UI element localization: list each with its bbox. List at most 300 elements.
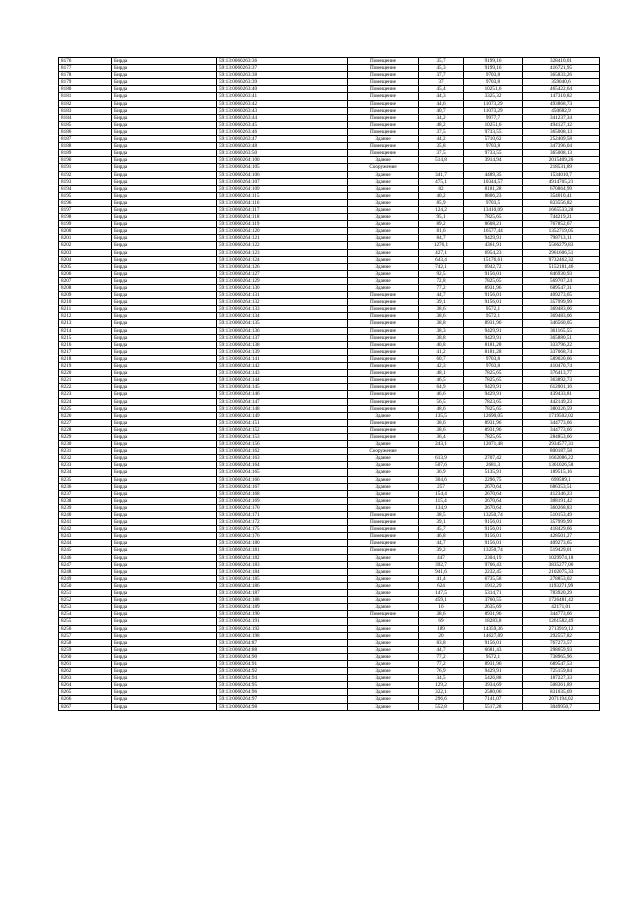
settlement-cell: Бирда	[112, 348, 217, 355]
cadastral-value-cell: 1352719,05	[523, 228, 600, 235]
object-type-cell: Здание	[348, 639, 419, 646]
cadastral-number-cell: 59:13:0060264:171	[217, 512, 348, 519]
object-type-cell: Помещение	[348, 100, 419, 107]
settlement-cell: Бирда	[112, 519, 217, 526]
area-cell: 37,5	[419, 128, 464, 135]
cadastral-value-cell: 2102075,33	[523, 568, 600, 575]
unit-value-cell: 6735,58	[464, 575, 523, 582]
cadastral-number-cell: 59:13:0060264:198	[217, 632, 348, 639]
settlement-cell: Бирда	[112, 221, 217, 228]
area-cell: 45,7	[419, 526, 464, 533]
unit-value-cell: 7825,65	[464, 214, 523, 221]
row-number-cell: 8202	[59, 242, 112, 249]
row-number-cell: 8235	[59, 476, 112, 483]
table-row	[59, 86, 600, 93]
settlement-cell: Бирда	[112, 143, 217, 150]
area-cell: 69	[419, 618, 464, 625]
object-type-cell: Помещение	[348, 370, 419, 377]
settlement-cell: Бирда	[112, 611, 217, 618]
cadastral-value-cell: 361165,55	[523, 327, 600, 334]
area-cell: 38,6	[419, 611, 464, 618]
settlement-cell: Бирда	[112, 675, 217, 682]
table-row	[59, 554, 600, 561]
area-cell: 38,8	[419, 320, 464, 327]
row-number-cell: 8261	[59, 660, 112, 667]
settlement-cell: Бирда	[112, 625, 217, 632]
settlement-cell: Бирда	[112, 504, 217, 511]
table-row	[59, 660, 600, 667]
cadastral-number-cell: 59:13:0060264:144	[217, 377, 348, 384]
settlement-cell: Бирда	[112, 419, 217, 426]
row-number-cell: 8186	[59, 128, 112, 135]
table-row	[59, 582, 600, 589]
settlement-cell: Бирда	[112, 377, 217, 384]
row-number-cell: 8231	[59, 448, 112, 455]
row-number-cell: 8254	[59, 611, 112, 618]
object-type-cell: Помещение	[348, 526, 419, 533]
row-number-cell: 8249	[59, 575, 112, 582]
settlement-cell: Бирда	[112, 164, 217, 171]
cadastral-value-cell: 410470,74	[523, 363, 600, 370]
object-type-cell: Помещение	[348, 547, 419, 554]
object-type-cell: Помещение	[348, 299, 419, 306]
area-cell: 89,2	[419, 221, 464, 228]
settlement-cell: Бирда	[112, 660, 217, 667]
unit-value-cell: 9572,1	[464, 313, 523, 320]
settlement-cell: Бирда	[112, 512, 217, 519]
area-cell: 44,2	[419, 136, 464, 143]
object-type-cell: Здание	[348, 604, 419, 611]
area-cell: 46,6	[419, 391, 464, 398]
settlement-cell: Бирда	[112, 497, 217, 504]
settlement-cell: Бирда	[112, 313, 217, 320]
unit-value-cell: 9429,91	[464, 327, 523, 334]
table-row	[59, 292, 600, 299]
unit-value-cell: 6942,72	[464, 263, 523, 270]
object-type-cell: Помещение	[348, 150, 419, 157]
table-row	[59, 72, 600, 79]
cadastral-number-cell: 59:13:0060264:88	[217, 646, 348, 653]
area-cell: 447	[419, 554, 464, 561]
settlement-cell: Бирда	[112, 121, 217, 128]
object-type-cell: Сооружение	[348, 448, 419, 455]
unit-value-cell: 9733,55	[464, 128, 523, 135]
cadastral-value-cell: 187227,33	[523, 675, 600, 682]
table-row	[59, 568, 600, 575]
object-type-cell: Здание	[348, 285, 419, 292]
row-number-cell: 8243	[59, 533, 112, 540]
table-row	[59, 632, 600, 639]
cadastral-number-cell: 59:13:0060264:190	[217, 611, 348, 618]
cadastral-number-cell: 59:13:0060263:39	[217, 79, 348, 86]
settlement-cell: Бирда	[112, 526, 217, 533]
cadastral-value-cell: 442149,23	[523, 398, 600, 405]
cadastral-number-cell: 59:13:0060264:191	[217, 618, 348, 625]
settlement-cell: Бирда	[112, 235, 217, 242]
unit-value-cell: 9156,01	[464, 519, 523, 526]
settlement-cell: Бирда	[112, 292, 217, 299]
cadastral-value-cell: 359040,6	[523, 79, 600, 86]
cadastral-number-cell: 59:13:0060264:148	[217, 405, 348, 412]
unit-value-cell: 13250,74	[464, 547, 523, 554]
object-type-cell: Здание	[348, 214, 419, 221]
row-number-cell: 8208	[59, 285, 112, 292]
settlement-cell: Бирда	[112, 462, 217, 469]
area-cell: 77,2	[419, 660, 464, 667]
settlement-cell: Бирда	[112, 228, 217, 235]
cadastral-value-cell: 833556,82	[523, 199, 600, 206]
table-row	[59, 65, 600, 72]
object-type-cell: Помещение	[348, 611, 419, 618]
unit-value-cell: 16577,44	[464, 228, 523, 235]
row-number-cell: 8220	[59, 370, 112, 377]
row-number-cell: 8257	[59, 632, 112, 639]
cadastral-value-cell: 2015409,26	[523, 157, 600, 164]
cadastral-number-cell: 59:13:0060264:152	[217, 426, 348, 433]
cadastral-number-cell: 59:13:0060264:168	[217, 490, 348, 497]
area-cell: 85,9	[419, 199, 464, 206]
cadastral-number-cell: 59:13:0060264:145	[217, 384, 348, 391]
settlement-cell: Бирда	[112, 242, 217, 249]
unit-value-cell: 8931,96	[464, 660, 523, 667]
cadastral-number-cell: 59:13:0060264:146	[217, 391, 348, 398]
table-row	[59, 285, 600, 292]
row-number-cell: 8196	[59, 199, 112, 206]
cadastral-number-cell: 59:13:0060264:156	[217, 441, 348, 448]
row-number-cell: 8248	[59, 568, 112, 575]
settlement-cell: Бирда	[112, 689, 217, 696]
row-number-cell: 8178	[59, 72, 112, 79]
unit-value-cell: 5135,91	[464, 469, 523, 476]
row-number-cell: 8198	[59, 214, 112, 221]
registry-sheet	[58, 57, 584, 711]
table-row	[59, 121, 600, 128]
settlement-cell: Бирда	[112, 370, 217, 377]
area-cell: 35,7	[419, 58, 464, 65]
table-row	[59, 277, 600, 284]
settlement-cell: Бирда	[112, 363, 217, 370]
table-row	[59, 136, 600, 143]
table-row	[59, 299, 600, 306]
cadastral-value-cell: 365008,13	[523, 150, 600, 157]
table-row	[59, 341, 600, 348]
cadastral-value-cell: 569707,24	[523, 277, 600, 284]
area-cell: 39,2	[419, 547, 464, 554]
object-type-cell: Здание	[348, 462, 419, 469]
cadastral-value-cell: 686353,51	[523, 483, 600, 490]
cadastral-value-cell: 341237,34	[523, 114, 600, 121]
object-type-cell: Здание	[348, 242, 419, 249]
unit-value-cell: 3934,69	[464, 682, 523, 689]
row-number-cell: 8253	[59, 604, 112, 611]
area-cell: 296,6	[419, 696, 464, 703]
settlement-cell: Бирда	[112, 405, 217, 412]
object-type-cell: Здание	[348, 703, 419, 710]
row-number-cell: 8259	[59, 646, 112, 653]
cadastral-value-cell: 510153,49	[523, 512, 600, 519]
row-number-cell: 8197	[59, 206, 112, 213]
area-cell: 941,6	[419, 568, 464, 575]
cadastral-number-cell: 59:13:0060264:94	[217, 675, 348, 682]
unit-value-cell: 9429,91	[464, 391, 523, 398]
object-type-cell: Помещение	[348, 519, 419, 526]
table-row	[59, 540, 600, 547]
cadastral-value-cell: 689547,31	[523, 285, 600, 292]
row-number-cell: 8245	[59, 547, 112, 554]
area-cell: 56,5	[419, 398, 464, 405]
table-row	[59, 561, 600, 568]
cadastral-value-cell: 798713,11	[523, 235, 600, 242]
cadastral-number-cell: 59:13:0060264:117	[217, 206, 348, 213]
unit-value-cell: 7141,07	[464, 696, 523, 703]
settlement-cell: Бирда	[112, 249, 217, 256]
row-number-cell: 8215	[59, 334, 112, 341]
cadastral-number-cell: 59:13:0060263:41	[217, 93, 348, 100]
cadastral-number-cell: 59:13:0060263:46	[217, 128, 348, 135]
cadastral-number-cell: 59:13:0060264:181	[217, 547, 348, 554]
row-number-cell: 8184	[59, 114, 112, 121]
object-type-cell: Сооружение	[348, 164, 419, 171]
cadastral-value-cell: 5566279,83	[523, 242, 600, 249]
cadastral-number-cell: 59:13:0060264:172	[217, 519, 348, 526]
cadastral-number-cell: 59:13:0060264:87	[217, 639, 348, 646]
cadastral-number-cell: 59:13:0060264:90	[217, 653, 348, 660]
area-cell: 81,6	[419, 228, 464, 235]
cadastral-number-cell: 59:13:0060263:50	[217, 150, 348, 157]
cadastral-value-cell: 292557,82	[523, 632, 600, 639]
cadastral-value-cell: 9732462,32	[523, 256, 600, 263]
cadastral-number-cell: 59:13:0060264:138	[217, 341, 348, 348]
object-type-cell: Помещение	[348, 320, 419, 327]
area-cell: 38,6	[419, 313, 464, 320]
object-type-cell: Здание	[348, 597, 419, 604]
area-cell: 243,1	[419, 441, 464, 448]
row-number-cell: 8195	[59, 192, 112, 199]
object-type-cell: Здание	[348, 263, 419, 270]
cadastral-number-cell: 59:13:0060264:153	[217, 433, 348, 440]
cadastral-value-cell: 365880,51	[523, 334, 600, 341]
cadastral-number-cell: 59:13:0060264:164	[217, 462, 348, 469]
cadastral-value-cell: 846930,93	[523, 270, 600, 277]
area-cell: 39,1	[419, 299, 464, 306]
cadastral-value-cell: 1193271,99	[523, 582, 600, 589]
unit-value-cell: 3760,55	[464, 597, 523, 604]
row-number-cell: 8226	[59, 412, 112, 419]
cadastral-value-cell: 337068,74	[523, 348, 600, 355]
area-cell: 48,6	[419, 405, 464, 412]
cadastral-value-cell: 365008,13	[523, 128, 600, 135]
area-cell: 147,5	[419, 590, 464, 597]
cadastral-value-cell: 380326,59	[523, 405, 600, 412]
table-row	[59, 433, 600, 440]
cadastral-number-cell: 59:13:0060264:106	[217, 171, 348, 178]
object-type-cell: Здание	[348, 192, 419, 199]
object-type-cell: Здание	[348, 660, 419, 667]
row-number-cell: 8191	[59, 164, 112, 171]
unit-value-cell: 7823,65	[464, 398, 523, 405]
settlement-cell: Бирда	[112, 646, 217, 653]
row-number-cell: 8230	[59, 441, 112, 448]
settlement-cell: Бирда	[112, 306, 217, 313]
object-type-cell: Помещение	[348, 433, 419, 440]
table-row	[59, 256, 600, 263]
cadastral-value-cell: 519429,01	[523, 547, 600, 554]
area-cell: 40,7	[419, 107, 464, 114]
cadastral-number-cell: 59:13:0060264:176	[217, 533, 348, 540]
unit-value-cell: 9703,8	[464, 363, 523, 370]
table-row	[59, 412, 600, 419]
object-type-cell: Здание	[348, 157, 419, 164]
cadastral-value-cell: 328410,01	[523, 58, 600, 65]
table-row	[59, 363, 600, 370]
unit-value-cell: 9703,5	[464, 199, 523, 206]
object-type-cell: Здание	[348, 206, 419, 213]
object-type-cell: Здание	[348, 185, 419, 192]
table-row	[59, 618, 600, 625]
cadastral-number-cell: 59:13:0060264:192	[217, 625, 348, 632]
cadastral-number-cell: 59:13:0060264:121	[217, 235, 348, 242]
unit-value-cell: 2304,19	[464, 554, 523, 561]
settlement-cell: Бирда	[112, 86, 217, 93]
table-row	[59, 490, 600, 497]
cadastral-number-cell: 59:13:0060264:135	[217, 320, 348, 327]
object-type-cell: Здание	[348, 476, 419, 483]
area-cell: 38,6	[419, 426, 464, 433]
row-number-cell: 8209	[59, 292, 112, 299]
cadastral-value-cell: 465422,64	[523, 86, 600, 93]
settlement-cell: Бирда	[112, 192, 217, 199]
row-number-cell: 8239	[59, 504, 112, 511]
object-type-cell: Помещение	[348, 86, 419, 93]
table-row	[59, 675, 600, 682]
cadastral-number-cell: 59:13:0060264:96	[217, 689, 348, 696]
cadastral-value-cell: 1726481,42	[523, 597, 600, 604]
cadastral-value-cell: 409273,65	[523, 540, 600, 547]
unit-value-cell: 9977,7	[464, 114, 523, 121]
cadastral-number-cell: 59:13:0060264:184	[217, 568, 348, 575]
row-number-cell: 8192	[59, 171, 112, 178]
cadastral-value-cell: 738965,96	[523, 653, 600, 660]
cadastral-value-cell: 2071194,02	[523, 696, 600, 703]
table-row	[59, 79, 600, 86]
area-cell: 76,9	[419, 668, 464, 675]
area-cell: 427,1	[419, 249, 464, 256]
table-row	[59, 497, 600, 504]
table-row	[59, 128, 600, 135]
cadastral-value-cell: 298659,93	[523, 646, 600, 653]
cadastral-number-cell: 59:13:0060264:122	[217, 242, 348, 249]
table-row	[59, 100, 600, 107]
settlement-cell: Бирда	[112, 469, 217, 476]
cadastral-number-cell: 59:13:0060264:109	[217, 185, 348, 192]
cadastral-value-cell: 450682,9	[523, 107, 600, 114]
area-cell: 135,5	[419, 412, 464, 419]
row-number-cell: 8204	[59, 256, 112, 263]
area-cell: 257	[419, 483, 464, 490]
row-number-cell: 8212	[59, 313, 112, 320]
unit-value-cell: 12071,48	[464, 441, 523, 448]
cadastral-number-cell: 59:13:0060264:100	[217, 157, 348, 164]
cadastral-value-cell: 1719502,02	[523, 412, 600, 419]
cadastral-value-cell: 2961606,51	[523, 249, 600, 256]
settlement-cell: Бирда	[112, 355, 217, 362]
table-row	[59, 270, 600, 277]
row-number-cell: 8213	[59, 320, 112, 327]
area-cell: 37,7	[419, 72, 464, 79]
cadastral-number-cell: 59:13:0060264:97	[217, 696, 348, 703]
object-type-cell: Здание	[348, 221, 419, 228]
settlement-cell: Бирда	[112, 639, 217, 646]
settlement-cell: Бирда	[112, 547, 217, 554]
object-type-cell: Помещение	[348, 107, 419, 114]
unit-value-cell: 18283,8	[464, 618, 523, 625]
settlement-cell: Бирда	[112, 114, 217, 121]
settlement-cell: Бирда	[112, 171, 217, 178]
settlement-cell: Бирда	[112, 682, 217, 689]
cadastral-value-cell: 1665533,28	[523, 206, 600, 213]
cadastral-value-cell: 42171,01	[523, 604, 600, 611]
table-row	[59, 504, 600, 511]
row-number-cell: 8260	[59, 653, 112, 660]
row-number-cell: 8182	[59, 100, 112, 107]
table-row	[59, 327, 600, 334]
object-type-cell: Помещение	[348, 313, 419, 320]
cadastral-number-cell: 59:13:0060264:105	[217, 164, 348, 171]
cadastral-value-cell: 689547,53	[523, 660, 600, 667]
table-row	[59, 597, 600, 604]
cadastral-value-cell: 357999,99	[523, 519, 600, 526]
area-cell: 36,9	[419, 469, 464, 476]
cadastral-number-cell: 59:13:0060264:143	[217, 370, 348, 377]
table-row	[59, 242, 600, 249]
unit-value-cell: 2635,69	[464, 604, 523, 611]
cadastral-value-cell: 2934577,31	[523, 441, 600, 448]
table-row	[59, 263, 600, 270]
row-number-cell: 8190	[59, 157, 112, 164]
settlement-cell: Бирда	[112, 185, 217, 192]
row-number-cell: 8177	[59, 65, 112, 72]
cadastral-value-cell: 3835277,06	[523, 561, 600, 568]
table-row	[59, 441, 600, 448]
row-number-cell: 8229	[59, 433, 112, 440]
cadastral-value-cell: 363892,73	[523, 377, 600, 384]
object-type-cell: Здание	[348, 497, 419, 504]
table-row	[59, 150, 600, 157]
object-type-cell: Помещение	[348, 114, 419, 121]
settlement-cell: Бирда	[112, 341, 217, 348]
row-number-cell: 8265	[59, 689, 112, 696]
settlement-cell: Бирда	[112, 618, 217, 625]
object-type-cell: Здание	[348, 490, 419, 497]
row-number-cell: 8223	[59, 391, 112, 398]
row-number-cell: 8262	[59, 668, 112, 675]
table-row	[59, 653, 600, 660]
settlement-cell: Бирда	[112, 426, 217, 433]
area-cell: 92,5	[419, 270, 464, 277]
unit-value-cell: 1912,29	[464, 582, 523, 589]
cadastral-number-cell: 59:13:0060264:169	[217, 497, 348, 504]
row-number-cell: 8194	[59, 185, 112, 192]
cadastral-value-cell: 612001,16	[523, 384, 600, 391]
unit-value-cell: 4489,35	[464, 171, 523, 178]
unit-value-cell: 8931,96	[464, 419, 523, 426]
table-row	[59, 590, 600, 597]
unit-value-cell: 2681,3	[464, 462, 523, 469]
cadastral-value-cell: 418429,66	[523, 526, 600, 533]
area-cell: 77,2	[419, 653, 464, 660]
unit-value-cell: 8931,96	[464, 320, 523, 327]
row-number-cell: 8227	[59, 419, 112, 426]
